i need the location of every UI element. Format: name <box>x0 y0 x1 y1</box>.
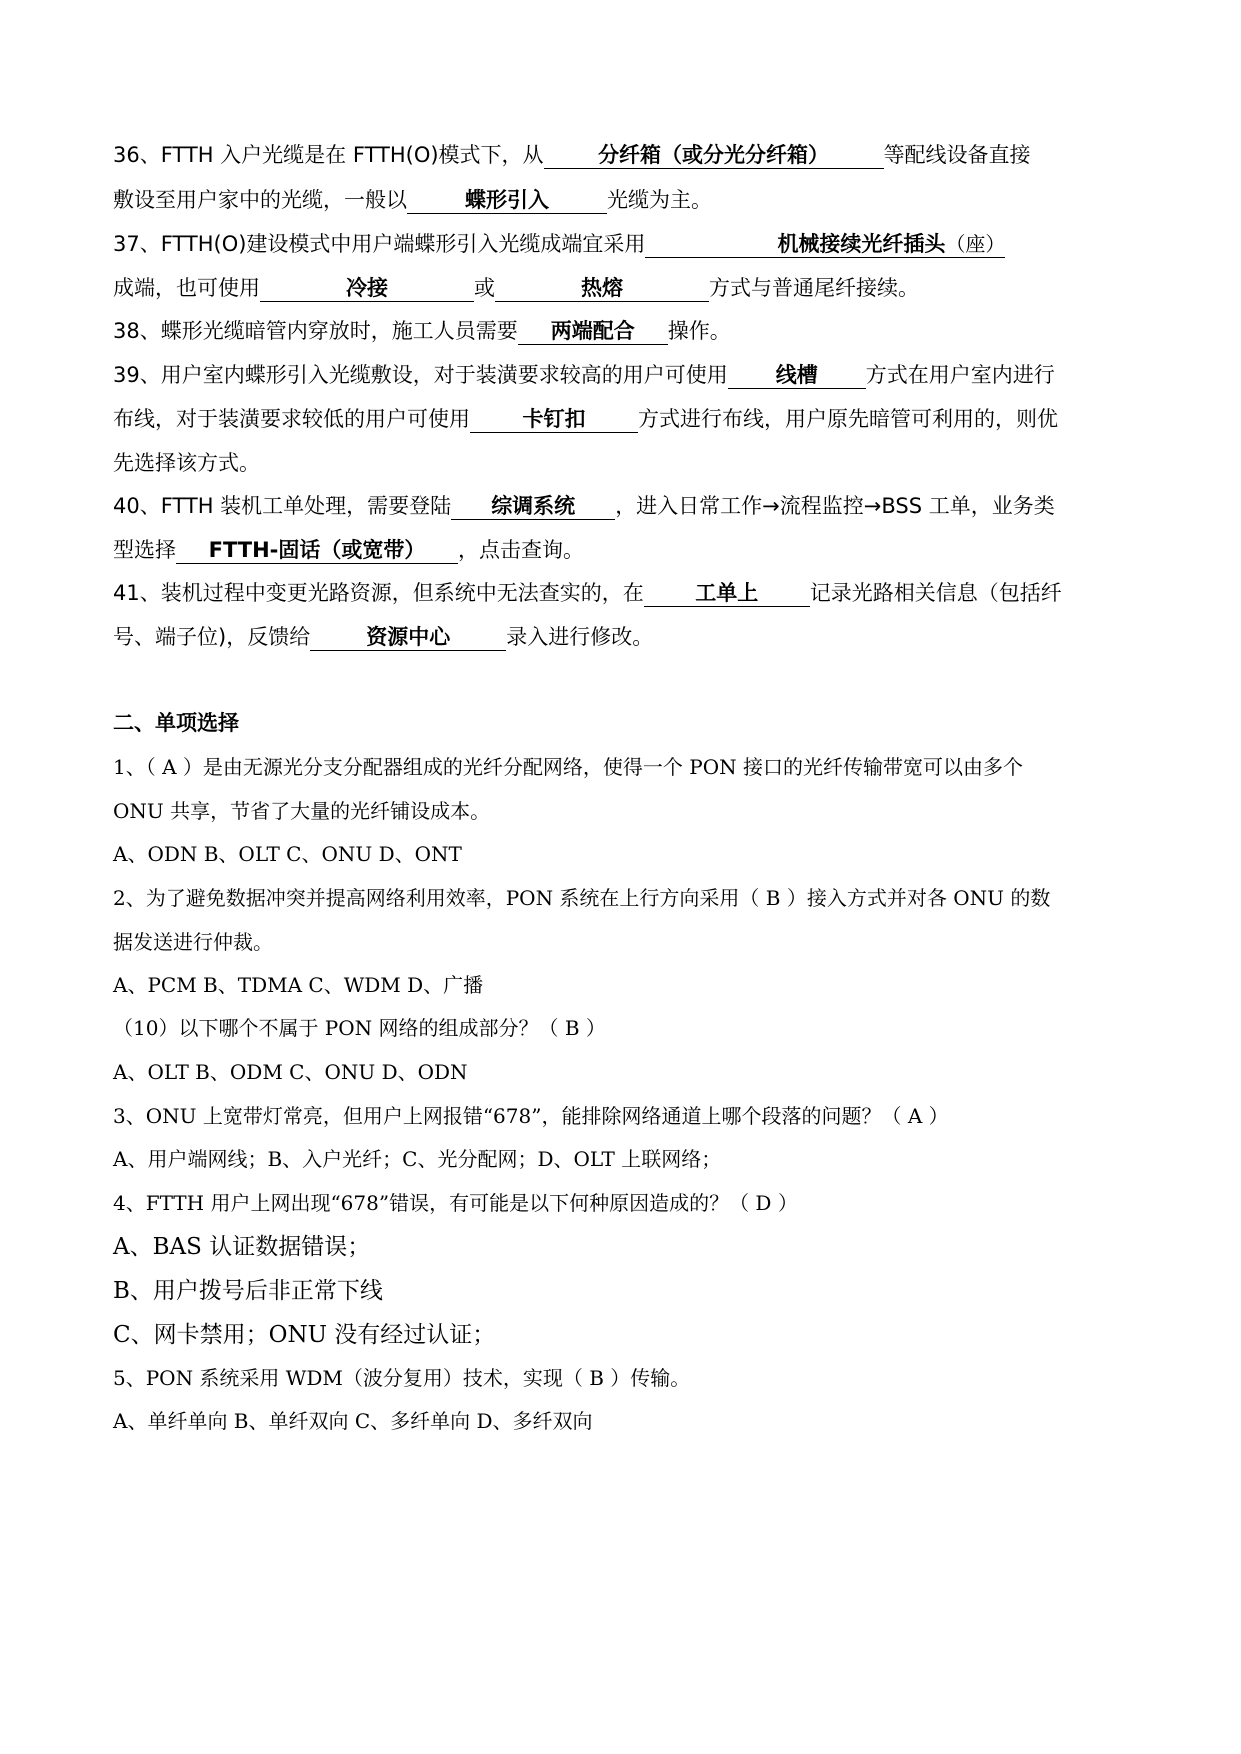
q36-answer-1: 分纤箱（或分光分纤箱） <box>544 142 884 169</box>
q40-text-4: ，点击查询。 <box>458 538 584 562</box>
mc-line: 据发送进行仲裁。 <box>113 930 273 954</box>
q38-text-2: 操作。 <box>667 319 731 343</box>
mc-line: 1、（ A ）是由无源光分支分配器组成的光纤分配网络，使得一个 PON 接口的光纤传输带宽可以由多个 <box>113 755 1023 779</box>
mc-options: A、用户端网线；B、入户光纤；C、光分配网；D、OLT 上联网络； <box>113 1147 722 1171</box>
q37-text-1: 37、FTTH(O)建设模式中用户端蝶形引入光缆成端宜采用 <box>113 232 646 256</box>
mc-options: A、单纤单向 B、单纤双向 C、多纤单向 D、多纤双向 <box>113 1409 593 1433</box>
mc-option-b: B、用户拨号后非正常下线 <box>113 1278 383 1304</box>
q38-line-1 <box>113 316 1133 346</box>
q37-text-3: 或 <box>474 276 495 300</box>
q40-text-3: 型选择 <box>113 538 176 562</box>
mc-line: 4、FTTH 用户上网出现“678”错误，有可能是以下何种原因造成的？（ D ） <box>113 1191 798 1215</box>
q36-line-2 <box>113 185 1133 215</box>
q37-answer-1-tail: （座） <box>945 232 1006 256</box>
q37-line-2 <box>113 273 1133 303</box>
q37-text-4: 方式与普通尾纤接续。 <box>709 276 919 300</box>
q37-text-2: 成端，也可使用 <box>113 276 260 300</box>
q41-text-2: 记录光路相关信息（包括纤 <box>809 581 1062 605</box>
mc-line: 3、ONU 上宽带灯常亮，但用户上网报错“678”，能排除网络通道上哪个段落的问题？（ A ） <box>113 1104 949 1128</box>
q40-text-1: 40、FTTH 装机工单处理，需要登陆 <box>113 494 452 518</box>
q39-text-5: 先选择该方式。 <box>113 451 260 475</box>
q40-line-1 <box>113 491 1133 521</box>
q39-text-2: 方式在用户室内进行 <box>865 363 1055 387</box>
q36-line-1 <box>113 140 1133 170</box>
mc-line: （10）以下哪个不属于 PON 网络的组成部分？（ B ） <box>113 1016 606 1040</box>
mc-options: A、PCM B、TDMA C、WDM D、广播 <box>113 973 484 997</box>
q39-text-4: 方式进行布线，用户原先暗管可利用的，则优 <box>638 407 1058 431</box>
mc-line: 5、PON 系统采用 WDM（波分复用）技术，实现（ B ）传输。 <box>113 1366 691 1390</box>
q41-text-3: 号、端子位)，反馈给 <box>113 625 311 649</box>
q36-text-2: 等配线设备直接 <box>883 143 1031 167</box>
q40-answer-2: FTTH-固话（或宽带） <box>176 537 458 564</box>
q40-line-2 <box>113 535 1133 565</box>
section-heading: 二、单项选择 <box>113 711 239 735</box>
mc-line: ONU 共享，节省了大量的光纤铺设成本。 <box>113 799 491 823</box>
q37-answer-2: 冷接 <box>260 275 474 302</box>
q39-line-3 <box>113 448 1133 478</box>
mc-option-a: A、BAS 认证数据错误； <box>113 1234 371 1260</box>
q39-text-1: 39、用户室内蝶形引入光缆敷设，对于装潢要求较高的用户可使用 <box>113 363 728 387</box>
q40-text-2: ，进入日常工作→流程监控→BSS 工单，业务类 <box>615 494 1055 518</box>
q39-text-3: 布线，对于装潢要求较低的用户可使用 <box>113 407 470 431</box>
q41-line-2 <box>113 622 1133 652</box>
q41-answer-1: 工单上 <box>644 580 810 607</box>
q37-answer-1: 机械接续光纤插头 <box>777 232 946 256</box>
mc-options: A、ODN B、OLT C、ONU D、ONT <box>113 842 462 866</box>
q36-text-3: 敷设至用户家中的光缆，一般以 <box>113 188 407 212</box>
q36-text-1: 36、FTTH 入户光缆是在 FTTH(O)模式下，从 <box>113 143 544 167</box>
q38-text-1: 38、蝶形光缆暗管内穿放时，施工人员需要 <box>113 319 518 343</box>
q36-answer-2: 蝶形引入 <box>407 187 607 214</box>
q39-answer-1: 线槽 <box>728 362 866 389</box>
mc-option-c: C、网卡禁用；ONU 没有经过认证； <box>113 1322 496 1348</box>
q41-answer-2: 资源中心 <box>310 624 506 651</box>
q41-text-4: 录入进行修改。 <box>506 625 654 649</box>
q37-line-1 <box>113 229 1133 259</box>
q37-answer-3: 热熔 <box>495 275 709 302</box>
q39-line-1 <box>113 360 1133 390</box>
mc-line: 2、为了避免数据冲突并提高网络利用效率，PON 系统在上行方向采用（ B ）接入方式并对各 ONU 的数 <box>113 886 1051 910</box>
q39-line-2 <box>113 404 1133 434</box>
q41-line-1 <box>113 578 1133 608</box>
q41-text-1: 41、装机过程中变更光路资源，但系统中无法查实的，在 <box>113 581 644 605</box>
q40-answer-1: 综调系统 <box>451 493 615 520</box>
q38-answer-1: 两端配合 <box>518 318 668 345</box>
q37-answer-1-blank <box>645 231 1005 258</box>
q36-text-4: 光缆为主。 <box>607 188 712 212</box>
mc-options: A、OLT B、ODM C、ONU D、ODN <box>113 1060 468 1084</box>
q39-answer-2: 卡钉扣 <box>470 406 638 433</box>
